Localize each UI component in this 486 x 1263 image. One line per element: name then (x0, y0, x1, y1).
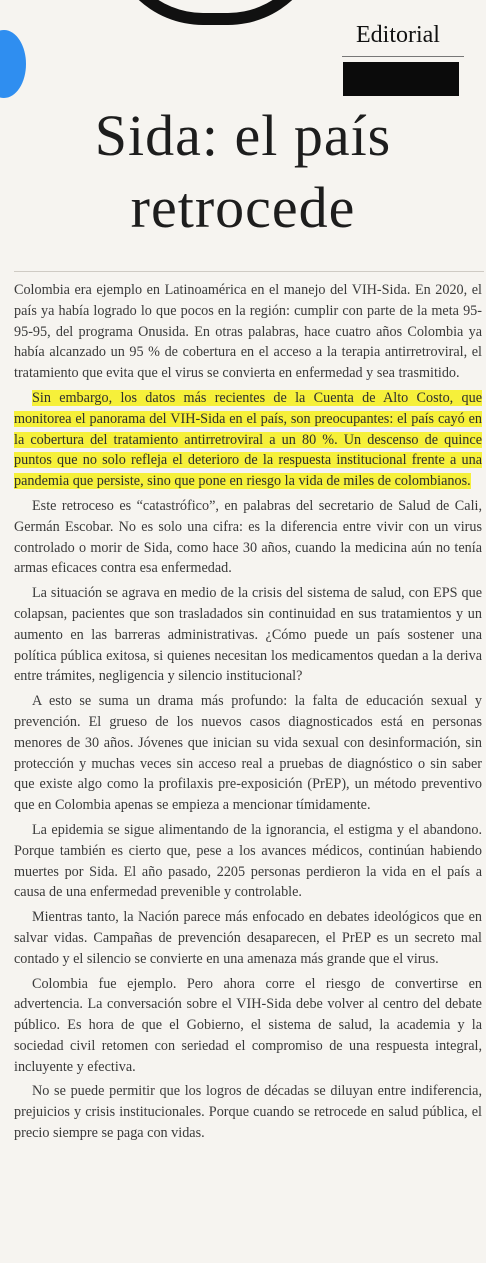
section-label: Editorial (356, 22, 440, 48)
paragraph-4: La situación se agrava en medio de la crisis del sistema de salud, con EPS que colapsan, pacientes que son trasladados sin continuidad en sus tratamientos y un aumento en las barreras administrativas. ¿Cómo puede un país sostener una política pública exitosa, si quienes necesitan los medicamentos quedan a la deriva entre trámites, negligencia y silencio institucional? (14, 585, 482, 685)
decorative-arc (108, 0, 323, 25)
section-divider (342, 56, 464, 57)
paragraph-8: Colombia fue ejemplo. Pero ahora corre el riesgo de convertirse en advertencia. La conversación sobre el VIH-Sida debe volver al centro del debate público. Es hora de que el Gobierno, el sistema de salud, la academia y la sociedad civil retomen con seriedad el compromiso de una respuesta integral, incluyente y efectiva. (14, 975, 482, 1075)
floating-blue-button[interactable] (0, 30, 26, 98)
headline-divider (14, 271, 484, 272)
paragraph-2-highlighted (14, 388, 482, 492)
headline (0, 100, 486, 244)
headline-line-1: Sida: el país (94, 103, 392, 168)
highlighted-text: Sin embargo, los datos más recientes de la Cuenta de Alto Costo, que monitorea el panorama del VIH-Sida en el país, son preocupantes: el país cayó en la cobertura del tratamiento antirretroviral a un 80 %. Un descenso de quince puntos que no solo refleja el deterioro de la respuesta institucional frente a una pandemia que persiste, sino que pone en riesgo la vida de miles de colombianos. (14, 389, 482, 490)
paragraph-5: A esto se suma un drama más profundo: la falta de educación sexual y prevención. El grueso de los nuevos casos diagnosticados está en personas menores de 30 años. Jóvenes que inician su vida sexual con desinformación, sin protección y muchas veces sin acceso real a pruebas de diagnóstico o sin saber que existe algo como la profilaxis pre-exposición (PrEP), un método preventivo que en Colombia apenas se empieza a mencionar tímidamente. (14, 693, 482, 814)
headline-line-2: retrocede (130, 175, 356, 240)
redaction-bar (343, 62, 459, 96)
paragraph-1: Colombia era ejemplo en Latinoamérica en el manejo del VIH-Sida. En 2020, el país ya había logrado lo que pocos en la región: cumplir con parte de la meta 95-95-95, del programa Onusida. En otras palabras, hace cuatro años Colombia ya había alcanzado un 95 % de cobertura en el acceso a la terapia antirretroviral, el tratamiento que evita que el virus se convierta en enfermedad y sea trasmitido. (14, 282, 482, 382)
paragraph-6: La epidemia se sigue alimentando de la ignorancia, el estigma y el abandono. Porque también es cierto que, pese a los avances médicos, continúan habiendo muertes por Sida. El año pasado, 2205 personas perdieron la vida en el país a causa de una enfermedad prevenible y controlable. (14, 821, 482, 901)
article-body (14, 280, 482, 1148)
paragraph-7: Mientras tanto, la Nación parece más enfocado en debates ideológicos que en salvar vidas. Campañas de prevención desaparecen, el PrEP es un secreto mal contado y el silencio se convierte en una amenaza más grande que el virus. (14, 909, 482, 967)
paragraph-3: Este retroceso es “catastrófico”, en palabras del secretario de Salud de Cali, Germán Escobar. No es solo una cifra: es la diferencia entre vivir con un virus controlado o morir de Sida, como hace 30 años, cuando la medicina aún no tenía armas eficaces contra esa enfermedad. (14, 497, 482, 577)
paragraph-9: No se puede permitir que los logros de décadas se diluyan entre indiferencia, prejuicios y crisis institucionales. Porque cuando se retrocede en salud pública, el precio siempre se paga con vidas. (14, 1083, 482, 1142)
